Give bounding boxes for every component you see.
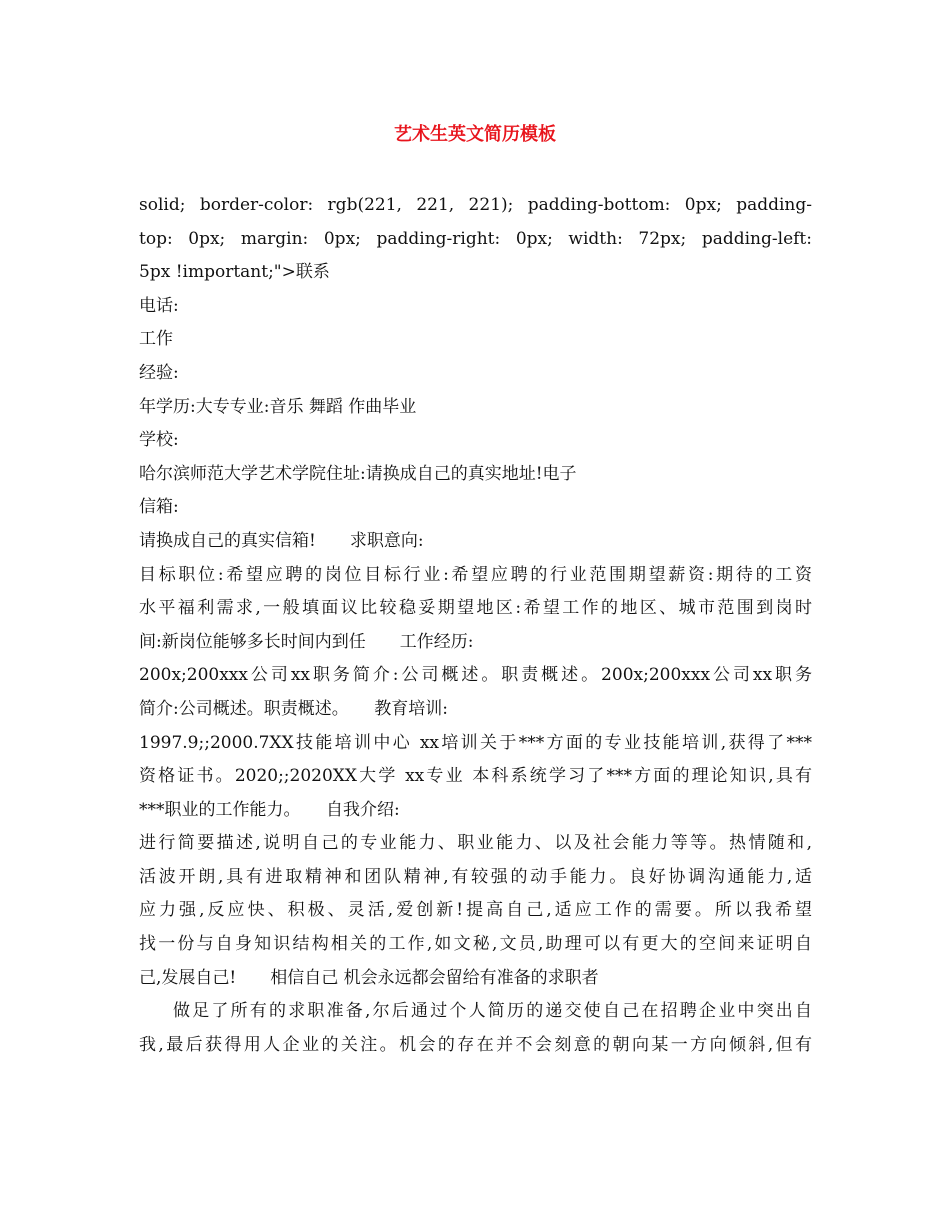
text-line: 我,最后获得用人企业的关注。机会的存在并不会刻意的朝向某一方向倾斜,但有	[139, 1034, 812, 1055]
text-line: 己,发展自己! 相信自己 机会永远都会留给有准备的求职者	[139, 967, 599, 988]
document-body	[139, 189, 812, 1062]
text-line: 简介:公司概述。职责概述。 教育培训:	[139, 698, 448, 719]
text-line: 5px !important;">联系	[139, 262, 330, 283]
text-line: 年学历:大专专业:音乐 舞蹈 作曲毕业	[139, 396, 417, 417]
text-line: 目标职位:希望应聘的岗位目标行业:希望应聘的行业范围期望薪资:期待的工资	[139, 564, 812, 585]
text-line: 水平福利需求,一般填面议比较稳妥期望地区:希望工作的地区、城市范围到岗时	[139, 598, 812, 619]
text-line: 进行简要描述,说明自己的专业能力、职业能力、以及社会能力等等。热情随和,	[139, 833, 812, 854]
text-line: 学校:	[139, 430, 179, 451]
paragraph-first-line: 做足了所有的求职准备,尔后通过个人简历的递交使自己在招聘企业中突出自	[173, 1001, 812, 1022]
text-line: solid; border-color: rgb(221, 221, 221); padding-bottom: 0px; padding-	[139, 195, 812, 215]
text-line: 活波开朗,具有进取精神和团队精神,有较强的动手能力。良好协调沟通能力,适	[139, 866, 812, 887]
text-line: 应力强,反应快、积极、灵活,爱创新!提高自己,适应工作的需要。所以我希望	[139, 900, 812, 921]
text-line: ***职业的工作能力。 自我介绍:	[139, 799, 400, 820]
text-line: 经验:	[139, 362, 179, 383]
text-line: 找一份与自身知识结构相关的工作,如文秘,文员,助理可以有更大的空间来证明自	[139, 934, 812, 955]
text-line: 信箱:	[139, 497, 179, 518]
text-line: 资格证书。2020;;2020XX大学 xx专业 本科系统学习了***方面的理论知识,具有	[139, 766, 812, 787]
text-line: 请换成自己的真实信箱! 求职意向:	[139, 530, 424, 551]
text-line: 工作	[139, 329, 173, 350]
text-line: 电话:	[139, 295, 179, 316]
text-line: 1997.9;;2000.7XX技能培训中心 xx培训关于***方面的专业技能培训,获得了***	[139, 732, 812, 753]
text-line: 200x;200xxx公司xx职务简介:公司概述。职责概述。200x;200xxx公司xx职务	[139, 665, 812, 686]
document-title: 艺术生英文简历模板	[394, 124, 556, 145]
text-line: 间:新岗位能够多长时间内到任 工作经历:	[139, 631, 474, 652]
text-line: 哈尔滨师范大学艺术学院住址:请换成自己的真实地址!电子	[139, 463, 577, 484]
text-line: top: 0px; margin: 0px; padding-right: 0px; width: 72px; padding-left:	[139, 228, 812, 249]
